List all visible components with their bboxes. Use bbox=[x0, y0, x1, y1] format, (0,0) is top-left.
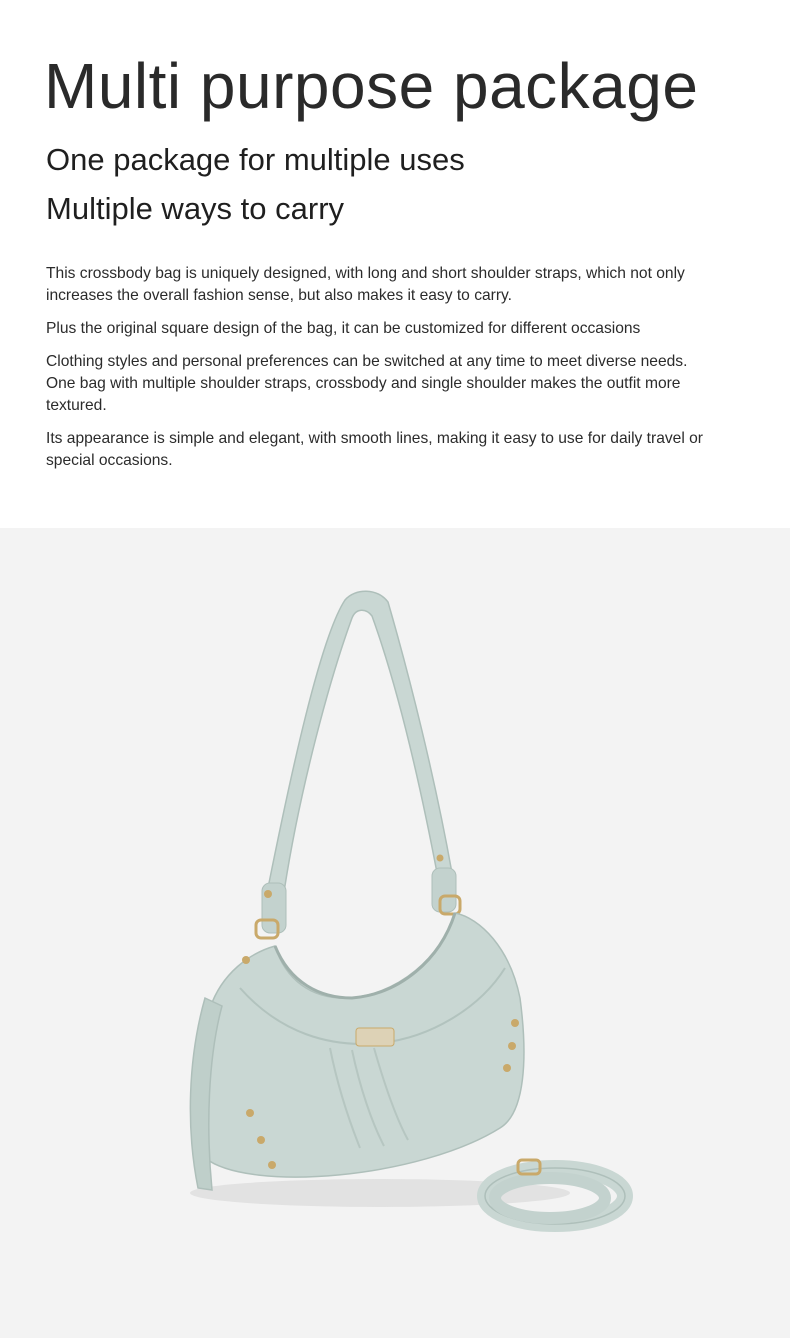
stud-icon bbox=[503, 1064, 511, 1072]
rivet-icon bbox=[437, 855, 444, 862]
rivet-icon bbox=[264, 890, 272, 898]
stud-icon bbox=[242, 956, 250, 964]
stud-icon bbox=[268, 1161, 276, 1169]
subtitle-uses: One package for multiple uses bbox=[46, 142, 465, 177]
feature-text-section bbox=[0, 0, 790, 528]
product-photo bbox=[0, 528, 790, 1338]
shoulder-strap bbox=[268, 591, 452, 892]
stud-icon bbox=[257, 1136, 265, 1144]
description-paragraph: Its appearance is simple and elegant, with smooth lines, making it easy to use for daily travel or special occasions. bbox=[46, 430, 704, 469]
description-paragraph: Clothing styles and personal preferences can be switched at any time to meet diverse needs. One bag with multiple shoulder straps, crossbody and single shoulder makes the outfit more textured. bbox=[46, 353, 688, 414]
description-paragraph: Plus the original square design of the bag, it can be customized for different occasions bbox=[46, 320, 641, 337]
stud-icon bbox=[246, 1109, 254, 1117]
stud-icon bbox=[508, 1042, 516, 1050]
right-strap-tab bbox=[432, 868, 456, 912]
left-strap-tab bbox=[262, 883, 286, 933]
product-image-section bbox=[0, 528, 790, 1338]
stud-icon bbox=[511, 1019, 519, 1027]
description-paragraph: This crossbody bag is uniquely designed, with long and short shoulder straps, which not only increases the overall fashion sense, but also makes it easy to carry. bbox=[46, 265, 685, 304]
brand-logo-plate bbox=[356, 1028, 394, 1046]
subtitle-carry: Multiple ways to carry bbox=[46, 191, 345, 226]
description-block bbox=[46, 263, 706, 483]
page-title: Multi purpose package bbox=[44, 50, 699, 122]
